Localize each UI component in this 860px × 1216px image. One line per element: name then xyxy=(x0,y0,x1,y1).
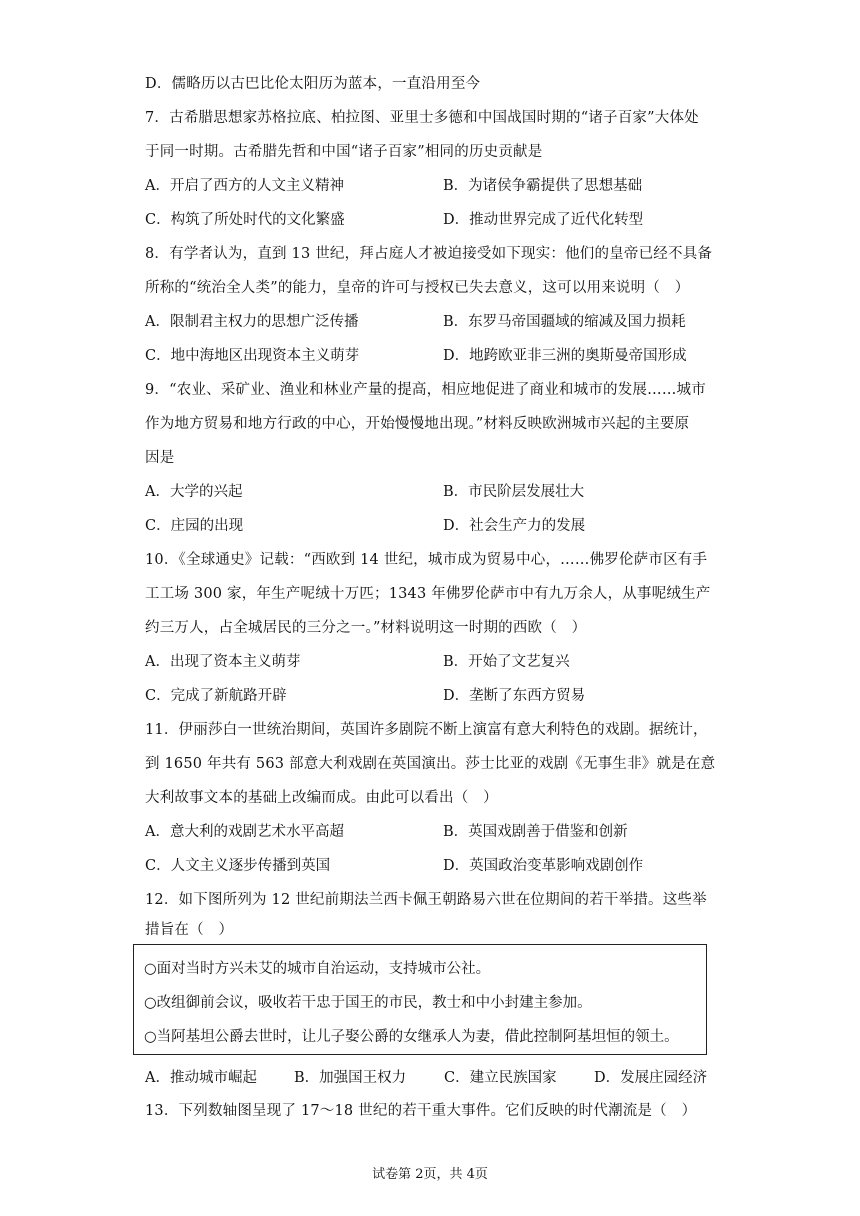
option-b: B．英国戏剧善于借鉴和创新 xyxy=(443,824,628,840)
question-9-stem-line-2: 作为地方贸易和地方行政的中心，开始慢慢地出现。”材料反映欧洲城市兴起的主要原 xyxy=(145,416,690,432)
option-b: B．开始了文艺复兴 xyxy=(443,654,570,670)
question-9-stem-line-3: 因是 xyxy=(145,450,175,466)
measure-item: ○当阿基坦公爵去世时，让儿子娶公爵的女继承人为妻，借此控制阿基坦恒的领土。 xyxy=(144,1029,679,1045)
option-a: A．出现了资本主义萌芽 xyxy=(145,654,301,670)
option-d: D．发展庄园经济 xyxy=(594,1070,708,1086)
option-a: A．开启了西方的人文主义精神 xyxy=(145,178,344,194)
question-10-stem-line-1: 10．《全球通史》记载：“西欧到 14 世纪，城市成为贸易中心，……佛罗伦萨市区有手 xyxy=(145,552,708,568)
option-c: C．地中海地区出现资本主义萌芽 xyxy=(145,348,360,364)
question-10-stem-line-3: 约三万人，占全城居民的三分之一。”材料说明这一时期的西欧（ ） xyxy=(145,620,587,636)
measure-item: ○改组御前会议，吸收若干忠于国王的市民，教士和中小封建主参加。 xyxy=(144,995,592,1011)
option-a: A．大学的兴起 xyxy=(145,484,243,500)
option-b: B．为诸侯争霸提供了思想基础 xyxy=(443,178,643,194)
question-8-stem-line-2: 所称的“统治全人类”的能力，皇帝的许可与授权已失去意义，这可以用来说明（ ） xyxy=(145,280,690,296)
option-d: D．推动世界完成了近代化转型 xyxy=(443,212,644,228)
option-c: C．构筑了所处时代的文化繁盛 xyxy=(145,212,345,228)
measures-box xyxy=(133,944,707,1055)
question-8-stem-line-1: 8．有学者认为，直到 13 世纪，拜占庭人才被迫接受如下现实：他们的皇帝已经不具备 xyxy=(145,246,713,262)
option-a: A．限制君主权力的思想广泛传播 xyxy=(145,314,359,330)
question-6-option-d: D．儒略历以古巴比伦太阳历为蓝本，一直沿用至今 xyxy=(145,76,481,92)
question-12-stem-line-2: 措旨在（ ） xyxy=(145,922,234,938)
question-10-stem-line-2: 工工场 300 家，年生产呢绒十万匹；1343 年佛罗伦萨市中有九万余人，从事呢绒生产 xyxy=(145,586,711,602)
option-a: A．推动城市崛起 xyxy=(145,1070,257,1086)
option-c: C．完成了新航路开辟 xyxy=(145,688,287,704)
option-c: C．建立民族国家 xyxy=(444,1070,557,1086)
option-b: B．东罗马帝国疆域的缩减及国力损耗 xyxy=(443,314,686,330)
measure-item: ○面对当时方兴未艾的城市自治运动，支持城市公社。 xyxy=(144,961,491,977)
option-c: C．庄园的出现 xyxy=(145,518,244,534)
question-11-stem-line-3: 大利故事文本的基础上改编而成。由此可以看出（ ） xyxy=(145,790,498,806)
option-d: D．英国政治变革影响戏剧创作 xyxy=(443,858,644,874)
page-footer: 试卷第 2页，共 4页 xyxy=(372,1167,488,1182)
question-7-stem-line-2: 于同一时期。古希腊先哲和中国“诸子百家”相同的历史贡献是 xyxy=(145,144,543,160)
question-9-stem-line-1: 9．“农业、采矿业、渔业和林业产量的提高，相应地促进了商业和城市的发展……城市 xyxy=(145,382,706,398)
option-b: B．市民阶层发展壮大 xyxy=(443,484,585,500)
question-13-stem: 13．下列数轴图呈现了 17～18 世纪的若干重大事件。它们反映的时代潮流是（ ） xyxy=(145,1103,697,1119)
question-11-stem-line-1: 11．伊丽莎白一世统治期间，英国许多剧院不断上演富有意大利特色的戏剧。据统计， xyxy=(145,722,708,738)
option-b: B．加强国王权力 xyxy=(294,1070,407,1086)
option-d: D．垄断了东西方贸易 xyxy=(443,688,586,704)
question-12-stem-line-1: 12．如下图所列为 12 世纪前期法兰西卡佩王朝路易六世在位期间的若干举措。这些举 xyxy=(145,892,707,908)
option-c: C．人文主义逐步传播到英国 xyxy=(145,858,331,874)
question-11-stem-line-2: 到 1650 年共有 563 部意大利戏剧在英国演出。莎士比亚的戏剧《无事生非》就是在意 xyxy=(145,756,716,772)
option-d: D．地跨欧亚非三洲的奥斯曼帝国形成 xyxy=(443,348,687,364)
option-a: A．意大利的戏剧艺术水平高超 xyxy=(145,824,344,840)
option-d: D．社会生产力的发展 xyxy=(443,518,586,534)
question-7-stem-line-1: 7．古希腊思想家苏格拉底、柏拉图、亚里士多德和中国战国时期的“诸子百家”大体处 xyxy=(145,110,699,126)
